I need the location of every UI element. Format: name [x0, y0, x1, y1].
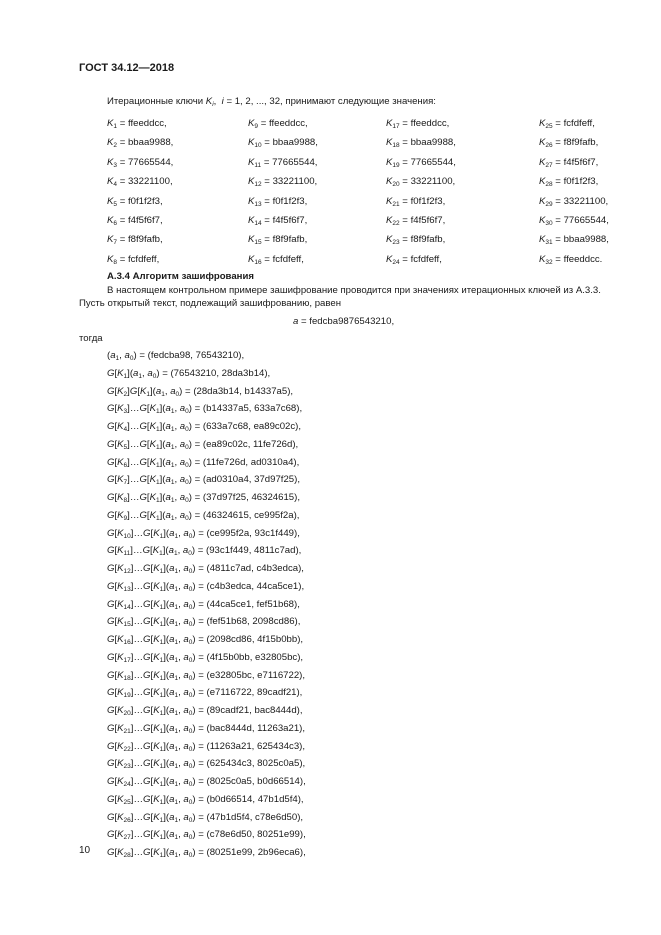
iteration-key-entry: $K_{12} = 33221100$,	[248, 176, 318, 189]
encryption-step: $G[K_{27}]\dots G[K_1](a_1$, $a_0) = (c78e6d50$, 80251e99),	[107, 829, 306, 842]
iteration-key-entry: $K_9$ = ffeeddcc,	[248, 118, 308, 130]
then-label: тогда	[79, 333, 103, 344]
iteration-key-entry: $K_{18}$ = bbaa9988,	[386, 137, 456, 150]
iteration-key-entry: $K_5 = f0f1f2f3$,	[107, 195, 163, 208]
encryption-step: $G[K_{21}]\dots G[K_1](a_1$, $a_0) = (bac8444d$, 11263a21),	[107, 722, 306, 735]
section-paragraph-line1: В настоящем контрольном примере зашифрование проводится при значениях итерационных ключей из А.3.3.	[107, 285, 601, 296]
encryption-step: $G[K_{19}]\dots G[K_1](a_1$, $a_0) = (e7116722$, 89cadf21),	[107, 687, 303, 700]
intro-line: Итерационные ключи $K_i$, i = 1, 2, ..., 32, принимают следующие значения:	[107, 96, 436, 108]
page-number: 10	[79, 845, 91, 856]
iteration-key-entry: $K_{29} = 33221100$,	[539, 195, 609, 208]
encryption-step: $G[K_{14}]\dots G[K_1](a_1$, $a_0) = (44ca5ce1$, fef51b68),	[107, 598, 300, 611]
encryption-step: $G[K_{18}]\dots G[K_1](a_1$, $a_0) = (e32805bc$, e7116722),	[107, 669, 306, 682]
encryption-step: $G[K_{23}]\dots G[K_1](a_1$, $a_0) = (625434c3$, 8025c0a5),	[107, 758, 306, 771]
section-heading: А.3.4 Алгоритм зашифрования	[107, 271, 254, 282]
iteration-key-entry: $K_7$ = f8f9fafb,	[107, 234, 163, 247]
iteration-key-entry: $K_8$ = fcfdfeff,	[107, 253, 160, 266]
encryption-step: $G[K_6]\dots G[K_1](a_1$, $a_0) = (11fe726d$, ad0310a4),	[107, 456, 300, 469]
encryption-step: $G[K_{13}]\dots G[K_1](a_1$, $a_0$) = (c4b3edca, 44ca5ce1),	[107, 580, 305, 593]
encryption-step: $G[K_{20}]\dots G[K_1](a_1$, $a_0$) = (89cadf21, bac8444d),	[107, 705, 303, 717]
encryption-step: $G[K_8]\dots G[K_1](a_1$, $a_0) = (37d97f25$, 46324615),	[107, 492, 300, 504]
iteration-key-entry: $K_2$ = bbaa9988,	[107, 137, 174, 150]
iteration-key-entry: $K_{28} = f0f1f2f3$,	[539, 176, 599, 189]
iteration-key-entry: $K_{24}$ = fcfdfeff,	[386, 253, 442, 266]
encryption-step: $G[K_1](a_1$, $a_0) = (76543210$, 28da3b14),	[107, 367, 271, 380]
encryption-step: ($a_1$, $a_0$) = (fedcba98, 76543210),	[107, 350, 245, 362]
encryption-step: $G[K_7]\dots G[K_1](a_1$, $a_0) = (ad0310a4$, 37d97f25),	[107, 474, 300, 487]
iteration-key-entry: $K_{32}$ = ffeeddcc.	[539, 253, 603, 266]
section-paragraph-line2: Пусть открытый текст, подлежащий зашифрованию, равен	[79, 298, 342, 309]
encryption-step: $G[K_9]\dots G[K_1](a_1$, $a_0) = (46324615$, ce995f2a),	[107, 509, 300, 522]
iteration-key-entry: $K_{19} = 77665544$,	[386, 156, 456, 169]
encryption-step: $G[K_2]G[K_1](a_1$, $a_0) = (28da3b14$, b14337a5),	[107, 385, 294, 398]
page-header: ГОСТ 34.12—2018	[79, 62, 175, 74]
iteration-key-entry: $K_{14} = f4f5f6f7$,	[248, 215, 308, 227]
encryption-step: $G[K_{26}]\dots G[K_1](a_1$, $a_0) = (47b1d5f4$, c78e6d50),	[107, 811, 304, 824]
encryption-step: $G[K_{25}]\dots G[K_1](a_1$, $a_0) = (b0d66514$, 47b1d5f4),	[107, 793, 304, 806]
encryption-step: $G[K_{16}]\dots G[K_1](a_1$, $a_0) = (2098cd86$, 4f15b0bb),	[107, 634, 304, 646]
encryption-step: $G[K_{12}]\dots G[K_1](a_1$, $a_0) = (4811c7ad$, c4b3edca),	[107, 563, 304, 575]
encryption-step: $G[K_{15}]\dots G[K_1](a_1$, $a_0) = (fef51b68$, 2098cd86),	[107, 616, 301, 629]
encryption-step: $G[K_{11}]\dots G[K_1](a_1$, $a_0) = (93c1f449$, 4811c7ad),	[107, 545, 302, 558]
iteration-key-entry: $K_{10}$ = bbaa9988,	[248, 137, 318, 150]
iteration-key-entry: $K_{26}$ = f8f9fafb,	[539, 137, 599, 150]
iteration-key-entry: $K_{20} = 33221100$,	[386, 176, 456, 189]
iteration-key-entry: $K_3 = 77665544$,	[107, 156, 174, 169]
iteration-key-entry: $K_{16}$ = fcfdfeff,	[248, 253, 304, 266]
plaintext-formula: a = fedcba9876543210,	[293, 316, 395, 327]
iteration-key-entry: $K_{13} = f0f1f2f3$,	[248, 195, 308, 208]
iteration-key-entry: $K_{11} = 77665544$,	[248, 156, 318, 169]
iteration-key-entry: $K_{22} = f4f5f6f7$,	[386, 215, 446, 227]
iteration-key-entry: $K_{25}$ = fcfdfeff,	[539, 118, 595, 130]
iteration-key-entry: $K_{17}$ = ffeeddcc,	[386, 118, 450, 130]
iteration-key-entry: $K_{31}$ = bbaa9988,	[539, 234, 609, 247]
iteration-key-entry: $K_4 = 33221100$,	[107, 176, 173, 189]
iteration-key-entry: $K_{15}$ = f8f9fafb,	[248, 234, 308, 247]
encryption-step: $G[K_{22}]\dots G[K_1](a_1$, $a_0) = (11263a21$, 625434c3),	[107, 740, 306, 753]
encryption-step: $G[K_3]\dots G[K_1](a_1$, $a_0) = (b14337a5$, 633a7c68),	[107, 403, 303, 416]
encryption-step: $G[K_{28}]\dots G[K_1](a_1$, $a_0) = (80251e99$, 2b96eca6),	[107, 847, 306, 859]
encryption-step: $G[K_{17}]\dots G[K_1](a_1$, $a_0) = (4f15b0bb$, e32805bc),	[107, 651, 304, 664]
encryption-step: $G[K_4]\dots G[K_1](a_1$, $a_0) = (633a7c68$, ea89c02c),	[107, 421, 302, 433]
iteration-key-entry: $K_{23}$ = f8f9fafb,	[386, 234, 446, 247]
iteration-key-entry: $K_{21} = f0f1f2f3$,	[386, 195, 446, 208]
iteration-key-entry: $K_{27} = f4f5f6f7$,	[539, 156, 599, 169]
encryption-step: $G[K_{24}]\dots G[K_1](a_1$, $a_0) = (8025c0a5$, b0d66514),	[107, 776, 306, 788]
iteration-key-entry: $K_6 = f4f5f6f7$,	[107, 215, 163, 227]
encryption-step: $G[K_5]\dots G[K_1](a_1$, $a_0) = (ea89c02c$, 11fe726d),	[107, 438, 299, 451]
iteration-key-entry: $K_{30} = 77665544$,	[539, 215, 609, 227]
iteration-key-entry: $K_1$ = ffeeddcc,	[107, 118, 167, 130]
encryption-step: $G[K_{10}]\dots G[K_1](a_1$, $a_0) = (ce995f2a$, 93c1f449),	[107, 527, 300, 540]
